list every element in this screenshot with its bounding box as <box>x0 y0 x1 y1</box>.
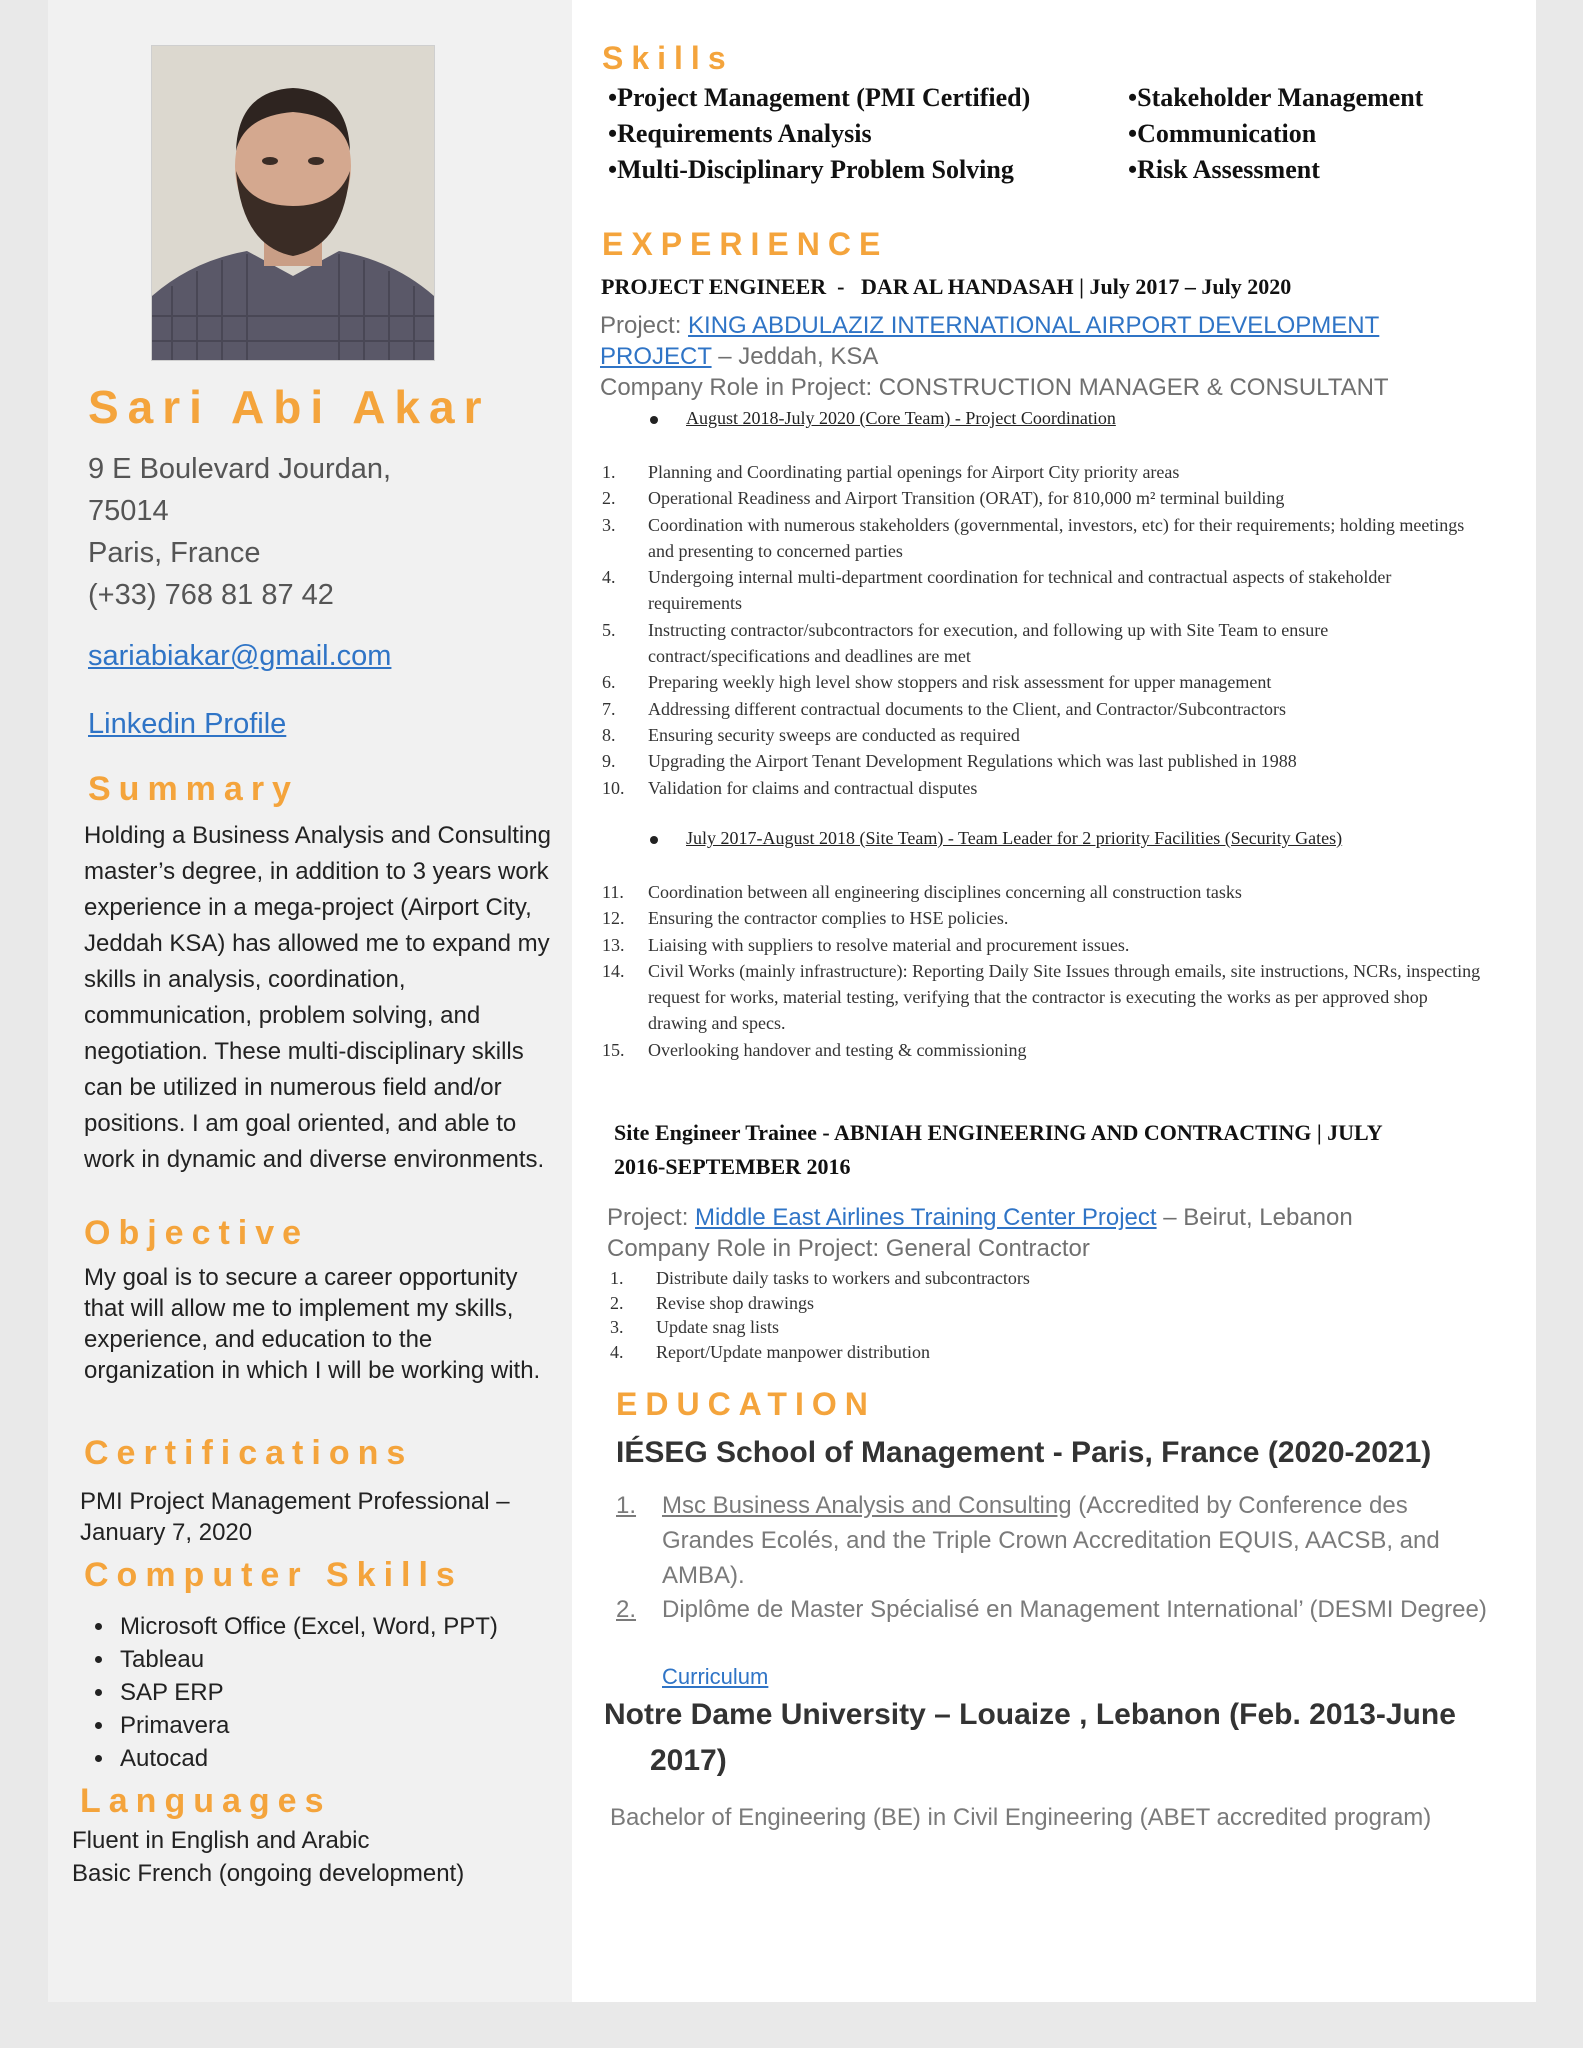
experience-heading: EXPERIENCE <box>602 226 889 262</box>
profile-photo-illustration <box>152 46 434 360</box>
job1-sub2 <box>650 828 1342 849</box>
computer-skills-list <box>72 1610 498 1775</box>
list-item: 8. Ensuring security sweeps are conducted as required <box>602 724 1020 745</box>
edu-item-1-number: 1. <box>616 1492 637 1519</box>
skill-item: •Communication <box>1128 119 1317 148</box>
school2-title-line-2: 2017) <box>650 1744 727 1777</box>
skills-grid <box>608 80 1508 188</box>
job1-sub1-text: August 2018-July 2020 (Core Team) - Project Coordination <box>686 408 1116 428</box>
profile-photo <box>151 45 435 361</box>
project-label: Project: <box>607 1204 696 1231</box>
job1-role: Company Role in Project: CONSTRUCTION MANAGER & CONSULTANT <box>600 374 1389 401</box>
list-item: 13. Liaising with suppliers to resolve material and procurement issues. <box>602 934 1130 955</box>
edu-item-2-number: 2. <box>616 1596 637 1623</box>
languages-heading: Languages <box>80 1782 332 1820</box>
list-item: 2. Operational Readiness and Airport Transition (ORAT), for 810,000 m² terminal building <box>602 488 1285 509</box>
contact-block <box>88 448 391 616</box>
job1-project <box>600 310 1500 403</box>
project-label: Project: <box>600 312 689 339</box>
education-heading: EDUCATION <box>616 1386 876 1422</box>
school2-title-line-1: Notre Dame University – Louaize , Lebanon (Feb. 2013-June <box>604 1698 1456 1731</box>
list-item: • Tableau <box>116 1643 498 1676</box>
skill-item: •Stakeholder Management <box>1128 83 1424 112</box>
skill-item: •Project Management (PMI Certified) <box>608 83 1031 112</box>
skill-item: •Requirements Analysis <box>608 119 872 148</box>
computer-skills-heading: Computer Skills <box>84 1556 463 1594</box>
list-item: 12. Ensuring the contractor complies to HSE policies. <box>602 908 1009 929</box>
objective-text: My goal is to secure a career opportunity that will allow me to implement my skills, experience, and education to the organization in which I will be working with. <box>84 1264 541 1384</box>
address-line-1: 9 E Boulevard Jourdan, <box>88 453 392 485</box>
linkedin-link[interactable]: Linkedin Profile <box>88 708 287 740</box>
list-item: 7. Addressing different contractual documents to the Client, and Contractor/Subcontractors <box>602 698 1286 719</box>
job2-list <box>610 1266 1480 1364</box>
list-item: 15. Overlooking handover and testing & commissioning <box>602 1039 1027 1060</box>
list-item: 2. Revise shop drawings <box>610 1292 814 1313</box>
skills-heading: Skills <box>602 40 734 76</box>
address-line-3: Paris, France <box>88 537 261 569</box>
job2-project <box>607 1202 1507 1264</box>
list-item: 11. Coordination between all engineering disciplines concerning all construction tasks <box>602 882 1242 902</box>
curriculum-link[interactable]: Curriculum <box>662 1664 769 1689</box>
list-item: 1. Planning and Coordinating partial openings for Airport City priority areas <box>602 462 1180 482</box>
certifications-heading: Certifications <box>84 1434 414 1472</box>
project-location: – Beirut, Lebanon <box>1156 1204 1353 1231</box>
job2-title-line-2: 2016-SEPTEMBER 2016 <box>614 1154 851 1179</box>
degree2-text: Bachelor of Engineering (BE) in Civil Engineering (ABET accredited program) <box>610 1804 1432 1831</box>
edu-item-2 <box>616 1592 1492 1627</box>
skill-item: •Risk Assessment <box>1128 155 1320 184</box>
bullet-icon <box>650 836 658 844</box>
project-location: – Jeddah, KSA <box>711 343 879 370</box>
skill-item: •Multi-Disciplinary Problem Solving <box>608 155 1014 184</box>
edu-item-2-text: Diplôme de Master Spécialisé en Management International’ (DESMI Degree) <box>662 1596 1487 1623</box>
list-item: 14. Civil Works (mainly infrastructure): Reporting Daily Site Issues through emails, site instructions, NCRs, inspecting request for works, material testing, verifying that the contractor is executing the works as per approved shop drawing and specs. <box>602 960 1481 1034</box>
list-item: 1. Distribute daily tasks to workers and subcontractors <box>610 1268 1030 1288</box>
list-item: • Microsoft Office (Excel, Word, PPT) <box>116 1610 498 1643</box>
list-item: 3. Update snag lists <box>610 1317 779 1337</box>
summary-text: Holding a Business Analysis and Consulting master’s degree, in addition to 3 years work experience in a mega-project (Airport City, Jeddah KSA) has allowed me to expand my skills in analysis, coordination, communication, problem solving, and negotiation. These multi-disciplinary skills can be utilized in numerous field and/or positions. I am goal oriented, and able to work in dynamic and diverse environments. <box>84 822 551 1173</box>
certifications-text: PMI Project Management Professional – January 7, 2020 <box>80 1488 510 1546</box>
edu-item-1-text: (Accredited by Conference des Grandes Ecolés, and the Triple Crown Accreditation EQUIS, AACSB, and AMBA). <box>662 1492 1440 1589</box>
list-item: 4. Report/Update manpower distribution <box>610 1341 930 1362</box>
job1-project-link-cont[interactable]: PROJECT <box>600 343 712 370</box>
candidate-name: Sari Abi Akar <box>88 381 491 433</box>
list-item: 9. Upgrading the Airport Tenant Development Regulations which was last published in 1988 <box>602 751 1297 772</box>
job1-project-link[interactable]: KING ABDULAZIZ INTERNATIONAL AIRPORT DEVELOPMENT <box>688 312 1380 339</box>
language-line-2: Basic French (ongoing development) <box>72 1860 465 1887</box>
list-item: 5. Instructing contractor/subcontractors for execution, and following up with Site Team to ensure contract/specifications and deadlines are met <box>602 619 1329 667</box>
list-item: • Primavera <box>116 1709 498 1742</box>
job2-project-link[interactable]: Middle East Airlines Training Center Project <box>695 1204 1157 1231</box>
phone-number: (+33) 768 81 87 42 <box>88 579 334 611</box>
job1-sub1 <box>650 408 1116 429</box>
job1-list2 <box>602 879 1482 1063</box>
languages-text <box>72 1824 464 1890</box>
school1-title: IÉSEG School of Management - Paris, France (2020-2021) <box>616 1436 1432 1469</box>
list-item: 6. Preparing weekly high level show stoppers and risk assessment for upper management <box>602 672 1272 693</box>
email-link[interactable]: sariabiakar@gmail.com <box>88 640 392 672</box>
job1-list1 <box>602 459 1482 801</box>
bullet-icon <box>650 416 658 424</box>
job1-title: PROJECT ENGINEER - DAR AL HANDASAH | July 2017 – July 2020 <box>601 274 1292 299</box>
language-line-1: Fluent in English and Arabic <box>72 1827 370 1854</box>
list-item: 4. Undergoing internal multi-department coordination for technical and contractual aspects of stakeholder requirements <box>602 567 1392 614</box>
job1-sub2-text: July 2017-August 2018 (Site Team) - Team Leader for 2 priority Facilities (Security Gates) <box>686 828 1343 848</box>
list-item: • Autocad <box>116 1742 498 1775</box>
list-item: 3. Coordination with numerous stakeholders (governmental, investors, etc) for their requirements; holding meetings and presenting to concerned parties <box>602 514 1465 561</box>
objective-heading: Objective <box>84 1214 310 1252</box>
job2-title <box>614 1116 1494 1184</box>
edu-item-1-link[interactable]: Msc Business Analysis and Consulting <box>662 1492 1072 1519</box>
edu-item-1 <box>616 1488 1492 1593</box>
list-item: • SAP ERP <box>116 1676 498 1709</box>
summary-heading: Summary <box>88 770 299 808</box>
job2-role: Company Role in Project: General Contractor <box>607 1235 1090 1262</box>
job2-title-line-1: Site Engineer Trainee - ABNIAH ENGINEERING AND CONTRACTING | JULY <box>614 1120 1383 1145</box>
address-line-2: 75014 <box>88 495 169 527</box>
school2-title <box>604 1692 1504 1784</box>
list-item: 10. Validation for claims and contractual disputes <box>602 777 978 798</box>
